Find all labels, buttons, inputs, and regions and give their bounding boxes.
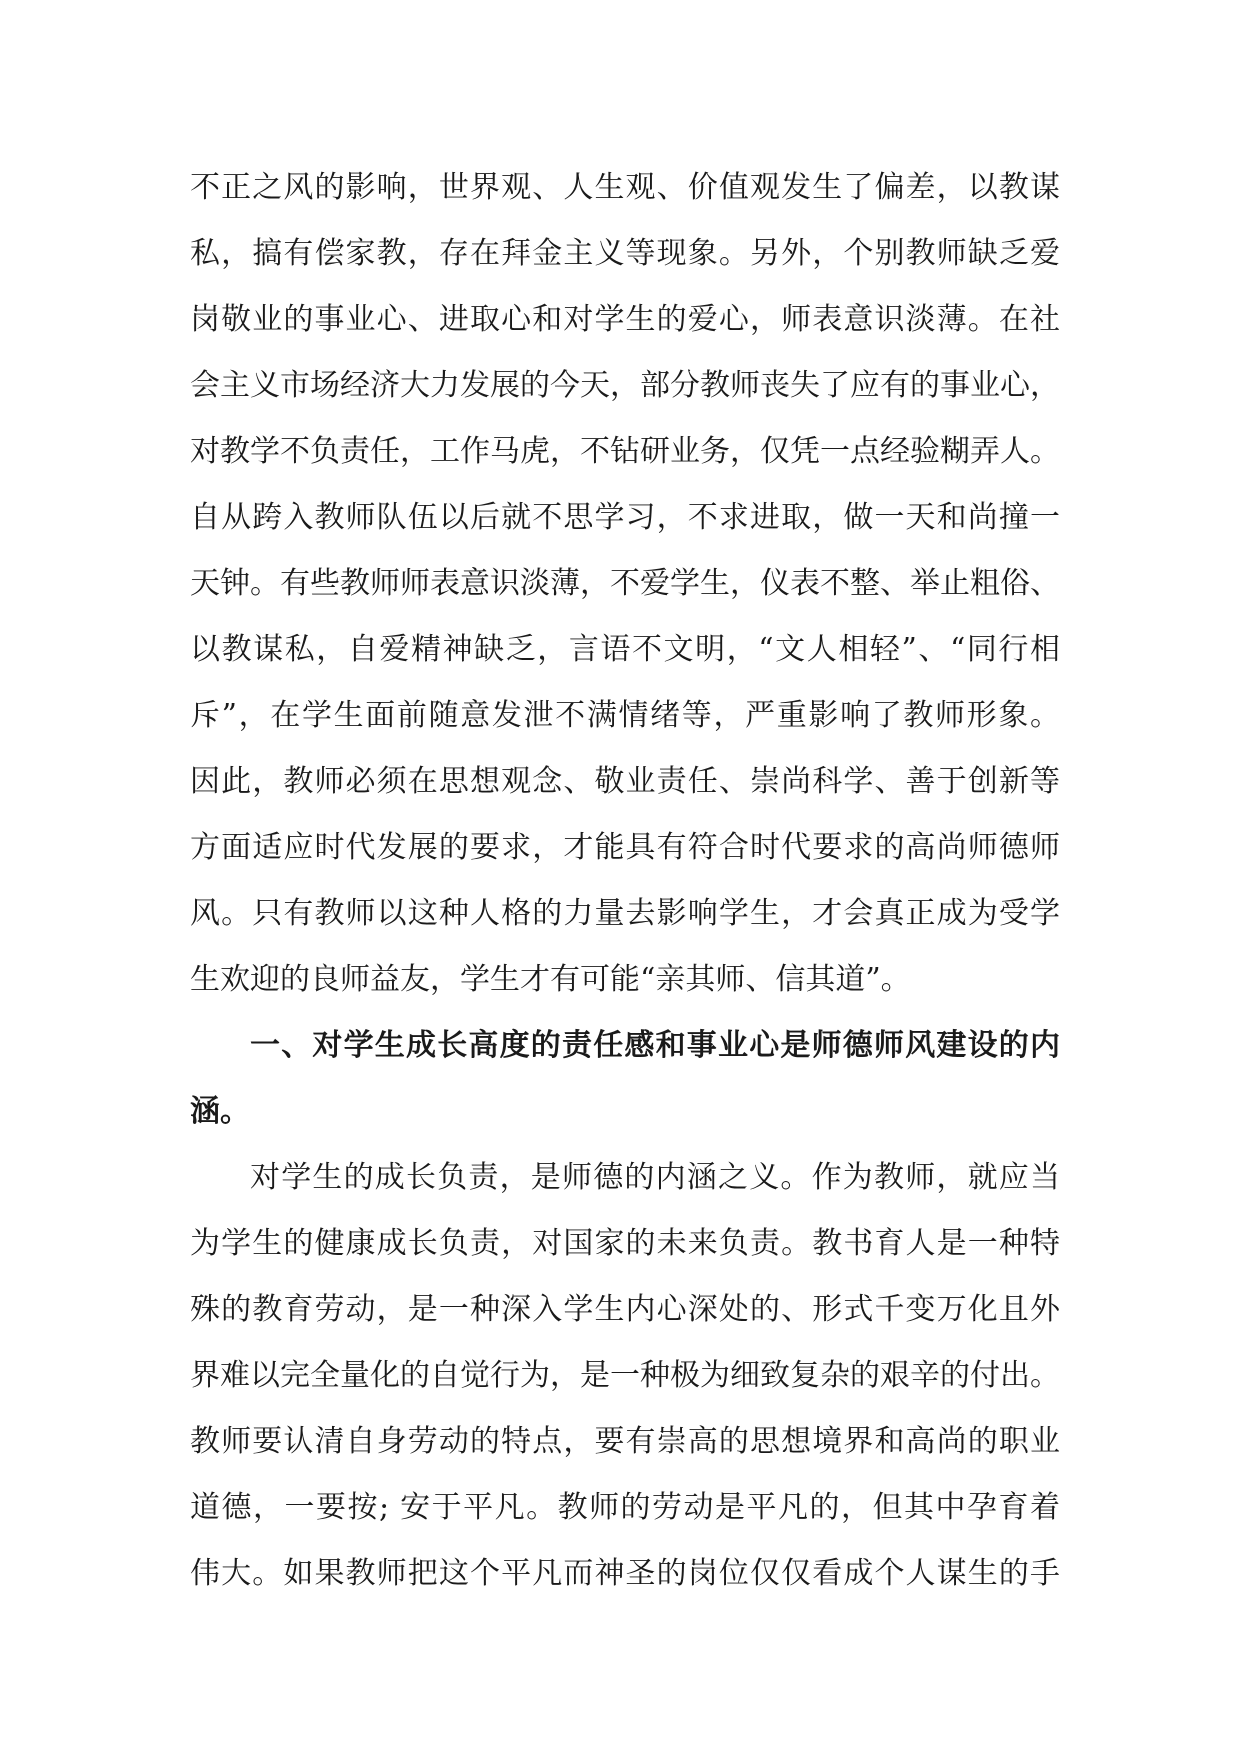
text-line: 以教谋私，自爱精神缺乏，言语不文明，“文人相轻”、“同行相 <box>190 632 1060 667</box>
text-line: 自从跨入教师队伍以后就不思学习，不求进取，做一天和尚撞一 <box>190 500 1060 535</box>
text-line: 天钟。有些教师师表意识淡薄，不爱学生，仪表不整、举止粗俗、 <box>190 566 1060 601</box>
text-line: 不正之风的影响，世界观、人生观、价值观发生了偏差，以教谋 <box>190 170 1060 205</box>
text-line: 道德，一要按; 安于平凡。教师的劳动是平凡的，但其中孕育着 <box>190 1490 1060 1525</box>
text-line: 风。只有教师以这种人格的力量去影响学生，才会真正成为受学 <box>190 896 1060 931</box>
paragraph-2 <box>190 1145 1060 1607</box>
text-line: 岗敬业的事业心、进取心和对学生的爱心，师表意识淡薄。在社 <box>190 302 1060 337</box>
text-line: 殊的教育劳动，是一种深入学生内心深处的、形式千变万化且外 <box>190 1292 1060 1327</box>
text-line: 私，搞有偿家教，存在拜金主义等现象。另外，个别教师缺乏爱 <box>190 236 1060 271</box>
text-line: 界难以完全量化的自觉行为，是一种极为细致复杂的艰辛的付出。 <box>190 1358 1060 1393</box>
text-line: 教师要认清自身劳动的特点，要有崇高的思想境界和高尚的职业 <box>190 1424 1060 1459</box>
section-heading <box>190 1013 1060 1145</box>
text-line: 为学生的健康成长负责，对国家的未来负责。教书育人是一种特 <box>190 1226 1060 1261</box>
heading-line: 涵。 <box>190 1094 250 1129</box>
text-line: 斥”，在学生面前随意发泄不满情绪等，严重影响了教师形象。 <box>190 698 1060 733</box>
text-line: 对教学不负责任，工作马虎，不钻研业务，仅凭一点经验糊弄人。 <box>190 434 1060 469</box>
text-line: 会主义市场经济大力发展的今天，部分教师丧失了应有的事业心， <box>190 368 1060 403</box>
heading-line: 一、对学生成长高度的责任感和事业心是师德师风建设的内 <box>250 1028 1060 1063</box>
text-line: 对学生的成长负责，是师德的内涵之义。作为教师，就应当 <box>250 1160 1060 1195</box>
paragraph-1 <box>190 155 1060 1013</box>
text-line: 生欢迎的良师益友，学生才有可能“亲其师、信其道”。 <box>190 962 911 997</box>
text-line: 方面适应时代发展的要求，才能具有符合时代要求的高尚师德师 <box>190 830 1060 865</box>
text-line: 因此，教师必须在思想观念、敬业责任、崇尚科学、善于创新等 <box>190 764 1060 799</box>
text-line: 伟大。如果教师把这个平凡而神圣的岗位仅仅看成个人谋生的手 <box>190 1556 1060 1591</box>
document-body <box>190 155 1060 1607</box>
